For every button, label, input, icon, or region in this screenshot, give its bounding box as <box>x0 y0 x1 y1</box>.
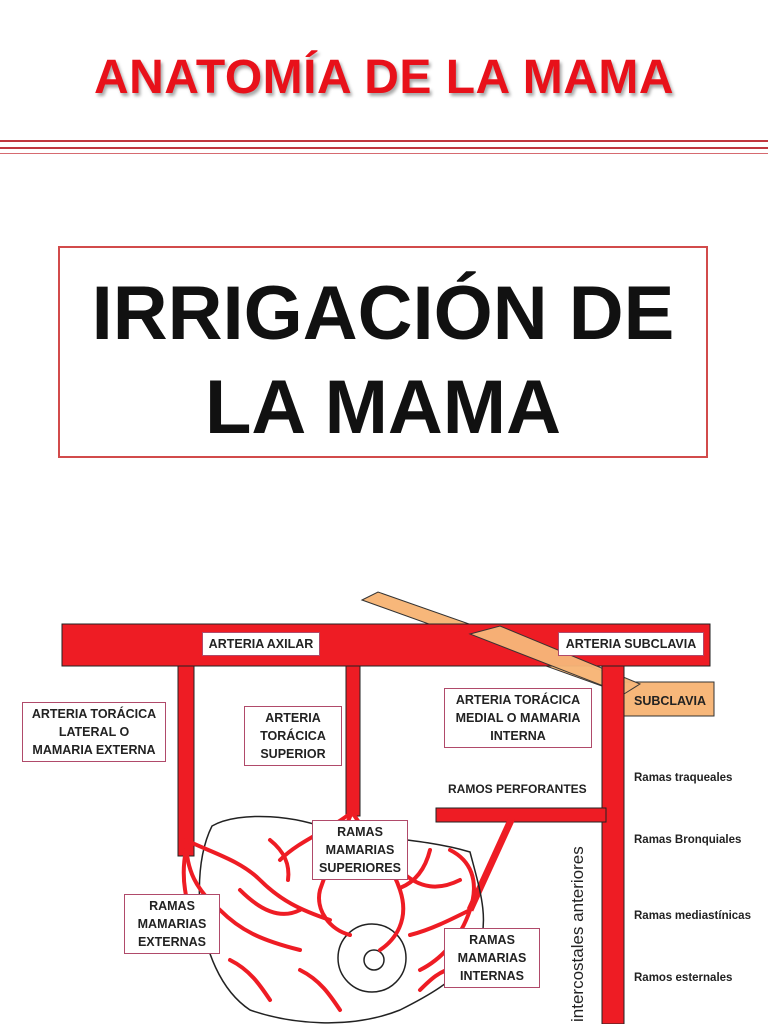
superior-thoracic-artery <box>346 666 360 816</box>
label-toracica-medial: ARTERIA TORÁCICA MEDIAL O MAMARIA INTERNA <box>444 688 592 748</box>
divider <box>0 153 768 154</box>
label-ramas-mediastinicas: Ramas mediastínicas <box>634 910 751 922</box>
label-ramos-esternales: Ramos esternales <box>634 972 733 984</box>
label-toracica-superior: ARTERIA TORÁCICA SUPERIOR <box>244 706 342 766</box>
label-arteria-axilar: ARTERIA AXILAR <box>202 632 320 656</box>
label-ramas-bronquiales: Ramas Bronquiales <box>634 834 742 846</box>
nipple <box>364 950 384 970</box>
label-ramas-superiores: RAMAS MAMARIAS SUPERIORES <box>312 820 408 880</box>
label-intercostales: intercostales anteriores <box>568 846 587 1022</box>
perforating-branch <box>436 808 606 822</box>
label-toracica-lateral: ARTERIA TORÁCICA LATERAL O MAMARIA EXTERNA <box>22 702 166 762</box>
title-line-1: IRRIGACIÓN DE <box>91 271 675 356</box>
lateral-thoracic-artery <box>178 666 194 856</box>
label-ramos-perforantes: RAMOS PERFORANTES <box>448 782 587 796</box>
header-title: ANATOMÍA DE LA MAMA <box>93 51 675 104</box>
internal-thoracic-artery <box>602 666 624 1024</box>
irrigation-diagram <box>0 590 768 1024</box>
label-ramas-externas: RAMAS MAMARIAS EXTERNAS <box>124 894 220 954</box>
label-subclavia: SUBCLAVIA <box>634 694 706 708</box>
label-arteria-subclavia: ARTERIA SUBCLAVIA <box>558 632 704 656</box>
divider <box>0 147 768 149</box>
title-box <box>58 246 708 458</box>
label-ramas-traqueales: Ramas traqueales <box>634 772 733 784</box>
divider <box>0 140 768 142</box>
label-ramas-internas: RAMAS MAMARIAS INTERNAS <box>444 928 540 988</box>
title-line-2: LA MAMA <box>205 365 561 450</box>
